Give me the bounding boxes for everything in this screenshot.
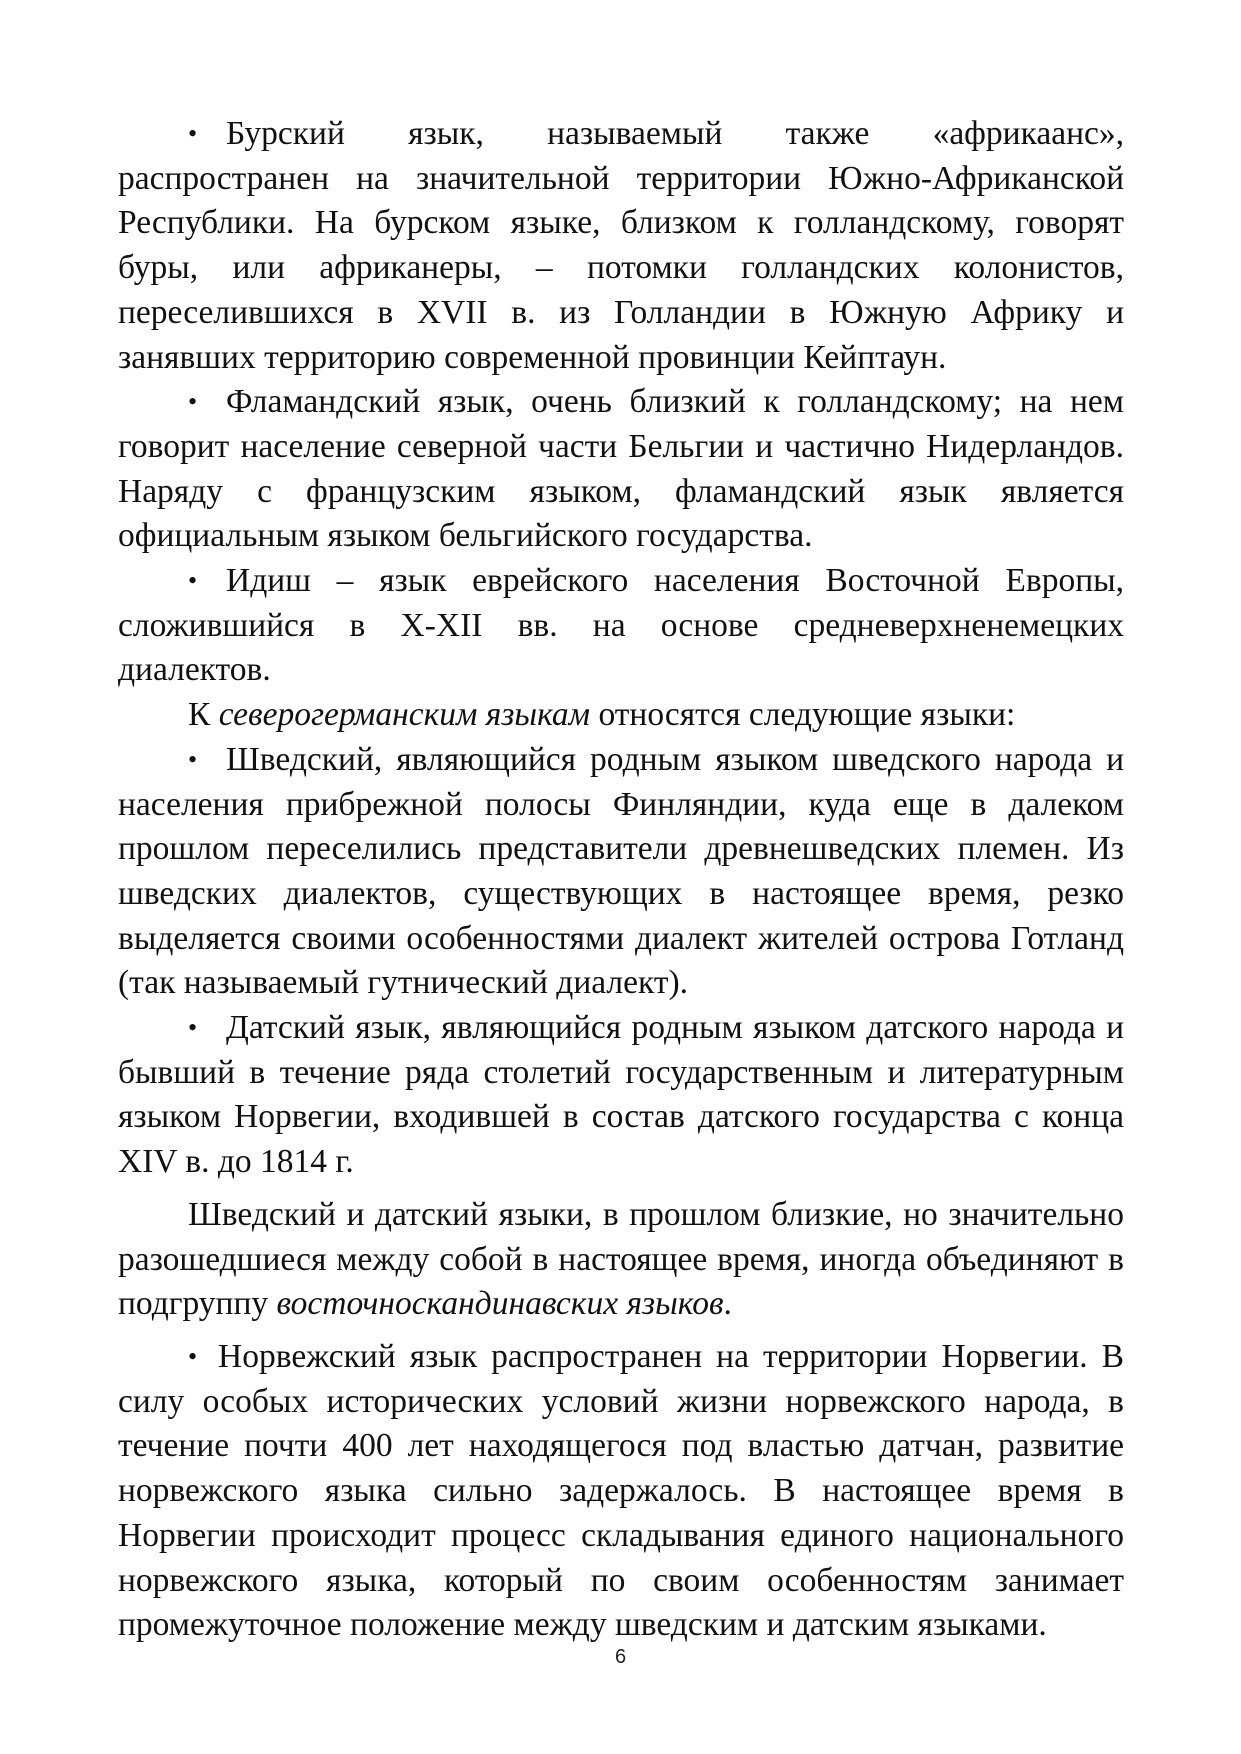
bullet-icon: • xyxy=(188,1341,198,1371)
paragraph-swedish xyxy=(118,738,1124,1006)
paragraph-text: Идиш – язык еврейского населения Восточной Европы, сложившийся в X-XII вв. на основе средневерхненемецких диалектов. xyxy=(118,562,1124,689)
paragraph-text: Бурский язык, называемый также «африкаанс», распространен на значительной территории Южно-Африканской Республики. На бурском языке, близком к голландскому, говорят буры, или африканеры, – потомки голландских колонистов, переселившихся в XVII в. из Голландии в Южную Африку и занявших территорию современной провинции Кейптаун. xyxy=(118,115,1124,376)
paragraph-north-germanic-intro xyxy=(118,693,1124,738)
bullet-icon: • xyxy=(188,119,198,148)
bullet-icon: • xyxy=(188,744,198,774)
paragraph-afrikaans xyxy=(118,112,1124,380)
bullet-icon: • xyxy=(188,387,198,417)
paragraph-yiddish xyxy=(118,559,1124,693)
paragraph-flemish xyxy=(118,380,1124,559)
paragraph-text: Норвежский язык распространен на территории Норвегии. В силу особых исторических условий жизни норвежского народа, в течение почти 400 лет находящегося под властью датчан, развитие норвежского языка сильно задержалось. В настоящее время в Норвегии происходит процесс складывания единого национального норвежского языка, который по своим особенностям занимает промежуточное положение между шведским и датским языками. xyxy=(118,1337,1124,1644)
paragraph-text: Фламандский язык, очень близкий к голландскому; на нем говорит население северной части Бельгии и частично Нидерландов. Наряду с французским языком, фламандский язык является официальным языком бельгийского государства. xyxy=(118,383,1124,555)
bullet-icon: • xyxy=(188,1013,198,1043)
paragraph-text: Шведский, являющийся родным языком шведского народа и населения прибрежной полосы Финляндии, куда еще в далеком прошлом переселились представители древнешведских племен. Из шведских диалектов, существующих в настоящее время, резко выделяется своими особенностями диалект жителей острова Готланд (так называемый гутнический диалект). xyxy=(118,740,1124,1002)
paragraph-norwegian xyxy=(118,1335,1124,1648)
page-number: 6 xyxy=(614,1646,627,1668)
italic-term: восточноскандинавских языков xyxy=(276,1285,724,1323)
paragraph-text-prefix: К xyxy=(188,696,219,734)
italic-term: северогерманским языкам xyxy=(218,696,591,734)
bullet-icon: • xyxy=(188,566,198,596)
paragraph-text: Датский язык, являющийся родным языком датского народа и бывший в течение ряда столетий государственным и литературным языком Норвегии, входившей в состав датского государства с конца XIV в. до 1814 г. xyxy=(118,1009,1124,1181)
paragraph-text-suffix: . xyxy=(723,1285,732,1323)
paragraph-text-prefix: Шведский и датский языки, в прошлом близкие, но значительно разошедшиеся между собой в настоящее время, иногда объединяют в подгруппу xyxy=(118,1195,1124,1323)
paragraph-danish xyxy=(118,1006,1124,1185)
body-text xyxy=(118,112,1124,1648)
paragraph-text-suffix: относятся следующие языки: xyxy=(590,696,1016,734)
paragraph-east-scandinavian xyxy=(118,1193,1124,1327)
